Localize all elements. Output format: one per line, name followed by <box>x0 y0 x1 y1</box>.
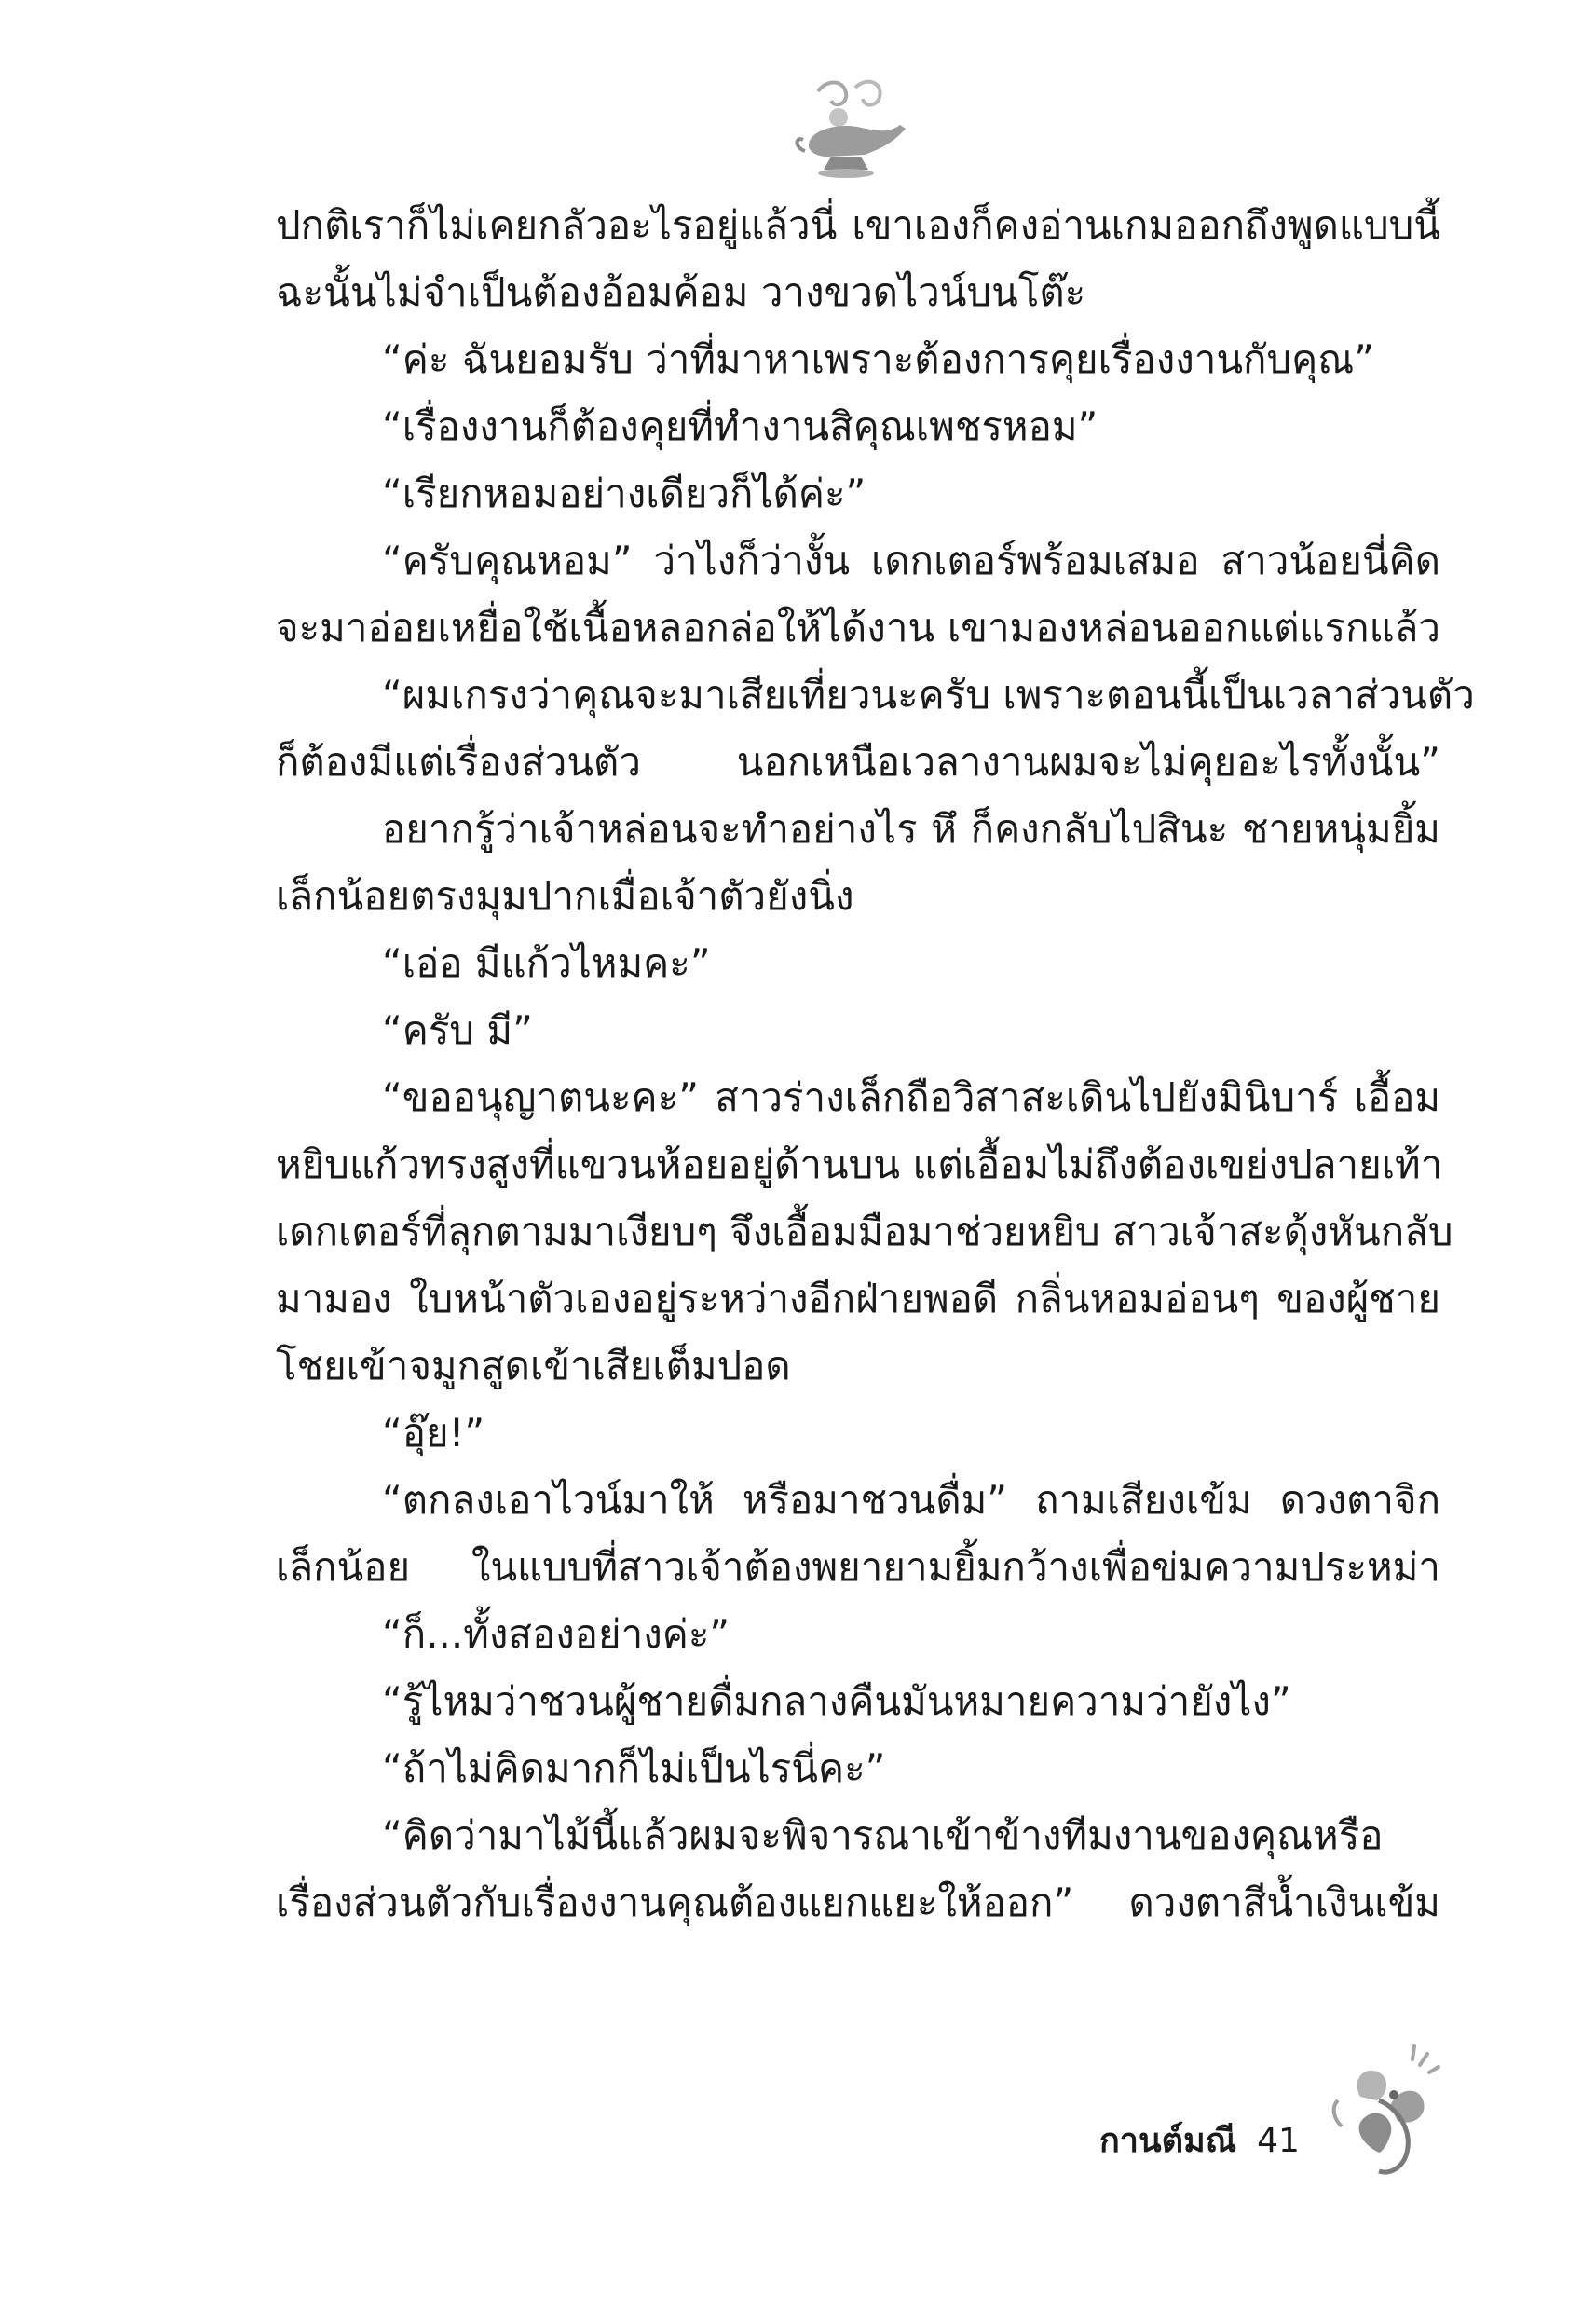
text-line: “อุ๊ย!” <box>382 1410 485 1456</box>
magic-lamp-icon <box>790 75 911 186</box>
text-line: “ครับ มี” <box>382 1007 533 1053</box>
text-line: เดกเตอร์ที่ลุกตามมาเงียบๆ จึงเอื้อมมือมาช่วยหยิบ สาวเจ้าสะดุ้งหันกลับ <box>276 1209 1453 1254</box>
text-line: “ค่ะ ฉันยอมรับ ว่าที่มาหาเพราะต้องการคุยเรื่องงานกับคุณ” <box>382 336 1374 382</box>
body-text <box>276 192 1475 1936</box>
page-footer <box>1099 2113 1300 2169</box>
text-line: ก็ต้องมีแต่เรื่องส่วนตัว นอกเหนือเวลางานผมจะไม่คุยอะไรทั้งนั้น” <box>276 739 1440 785</box>
text-line: เรื่องส่วนตัวกับเรื่องงานคุณต้องแยกแยะให้ออก” ดวงตาสีน้ำเงินเข้ม <box>276 1880 1440 1925</box>
text-line: “รู้ไหมว่าชวนผู้ชายดื่มกลางคืนมันหมายความว่ายังไง” <box>382 1678 1291 1724</box>
text-line: “เอ่อ มีแก้วไหมคะ” <box>382 940 711 986</box>
text-line: “ขออนุญาตนะคะ” สาวร่างเล็กถือวิสาสะเดินไปยังมินิบาร์ เอื้อม <box>382 1074 1440 1120</box>
text-line: เล็กน้อยตรงมุมปากเมื่อเจ้าตัวยังนิ่ง <box>276 873 854 919</box>
text-line: “ถ้าไม่คิดมากก็ไม่เป็นไรนี่คะ” <box>382 1745 886 1791</box>
flower-icon <box>1323 2041 1444 2181</box>
book-title: กานต์มณี <box>1099 2122 1237 2160</box>
text-line: “ผมเกรงว่าคุณจะมาเสียเที่ยวนะครับ เพราะตอนนี้เป็นเวลาส่วนตัว <box>382 672 1475 718</box>
text-line: จะมาอ่อยเหยื่อใช้เนื้อหลอกล่อให้ได้งาน เขามองหล่อนออกแต่แรกแล้ว <box>276 605 1440 650</box>
text-line: “เรื่องงานก็ต้องคุยที่ทำงานสิคุณเพชรหอม” <box>382 403 1098 449</box>
text-line: “ก็...ทั้งสองอย่างค่ะ” <box>382 1611 730 1657</box>
text-line: ปกติเราก็ไม่เคยกลัวอะไรอยู่แล้วนี่ เขาเองก็คงอ่านเกมออกถึงพูดแบบนี้ <box>276 202 1440 248</box>
text-line: หยิบแก้วทรงสูงที่แขวนห้อยอยู่ด้านบน แต่เอื้อมไม่ถึงต้องเขย่งปลายเท้า <box>276 1142 1443 1187</box>
text-line: “ตกลงเอาไวน์มาให้ หรือมาชวนดื่ม” ถามเสียงเข้ม ดวงตาจิก <box>382 1477 1440 1523</box>
text-line: “คิดว่ามาไม้นี้แล้วผมจะพิจารณาเข้าข้างทีมงานของคุณหรือ <box>382 1812 1384 1858</box>
text-line: มามอง ใบหน้าตัวเองอยู่ระหว่างอีกฝ่ายพอดี กลิ่นหอมอ่อนๆ ของผู้ชาย <box>276 1276 1440 1321</box>
text-line: อยากรู้ว่าเจ้าหล่อนจะทำอย่างไร หึ ก็คงกลับไปสินะ ชายหนุ่มยิ้ม <box>382 806 1440 852</box>
text-line: “เรียกหอมอย่างเดียวก็ได้ค่ะ” <box>382 471 866 516</box>
text-line: โชยเข้าจมูกสูดเข้าเสียเต็มปอด <box>276 1343 791 1388</box>
text-line: เล็กน้อย ในแบบที่สาวเจ้าต้องพยายามยิ้มกว้างเพื่อข่มความประหม่า <box>276 1544 1440 1590</box>
page-number: 41 <box>1257 2122 1300 2160</box>
text-line: “ครับคุณหอม” ว่าไงก็ว่างั้น เดกเตอร์พร้อมเสมอ สาวน้อยนี่คิด <box>382 538 1440 583</box>
text-line: ฉะนั้นไม่จำเป็นต้องอ้อมค้อม วางขวดไวน์บนโต๊ะ <box>276 269 1086 315</box>
